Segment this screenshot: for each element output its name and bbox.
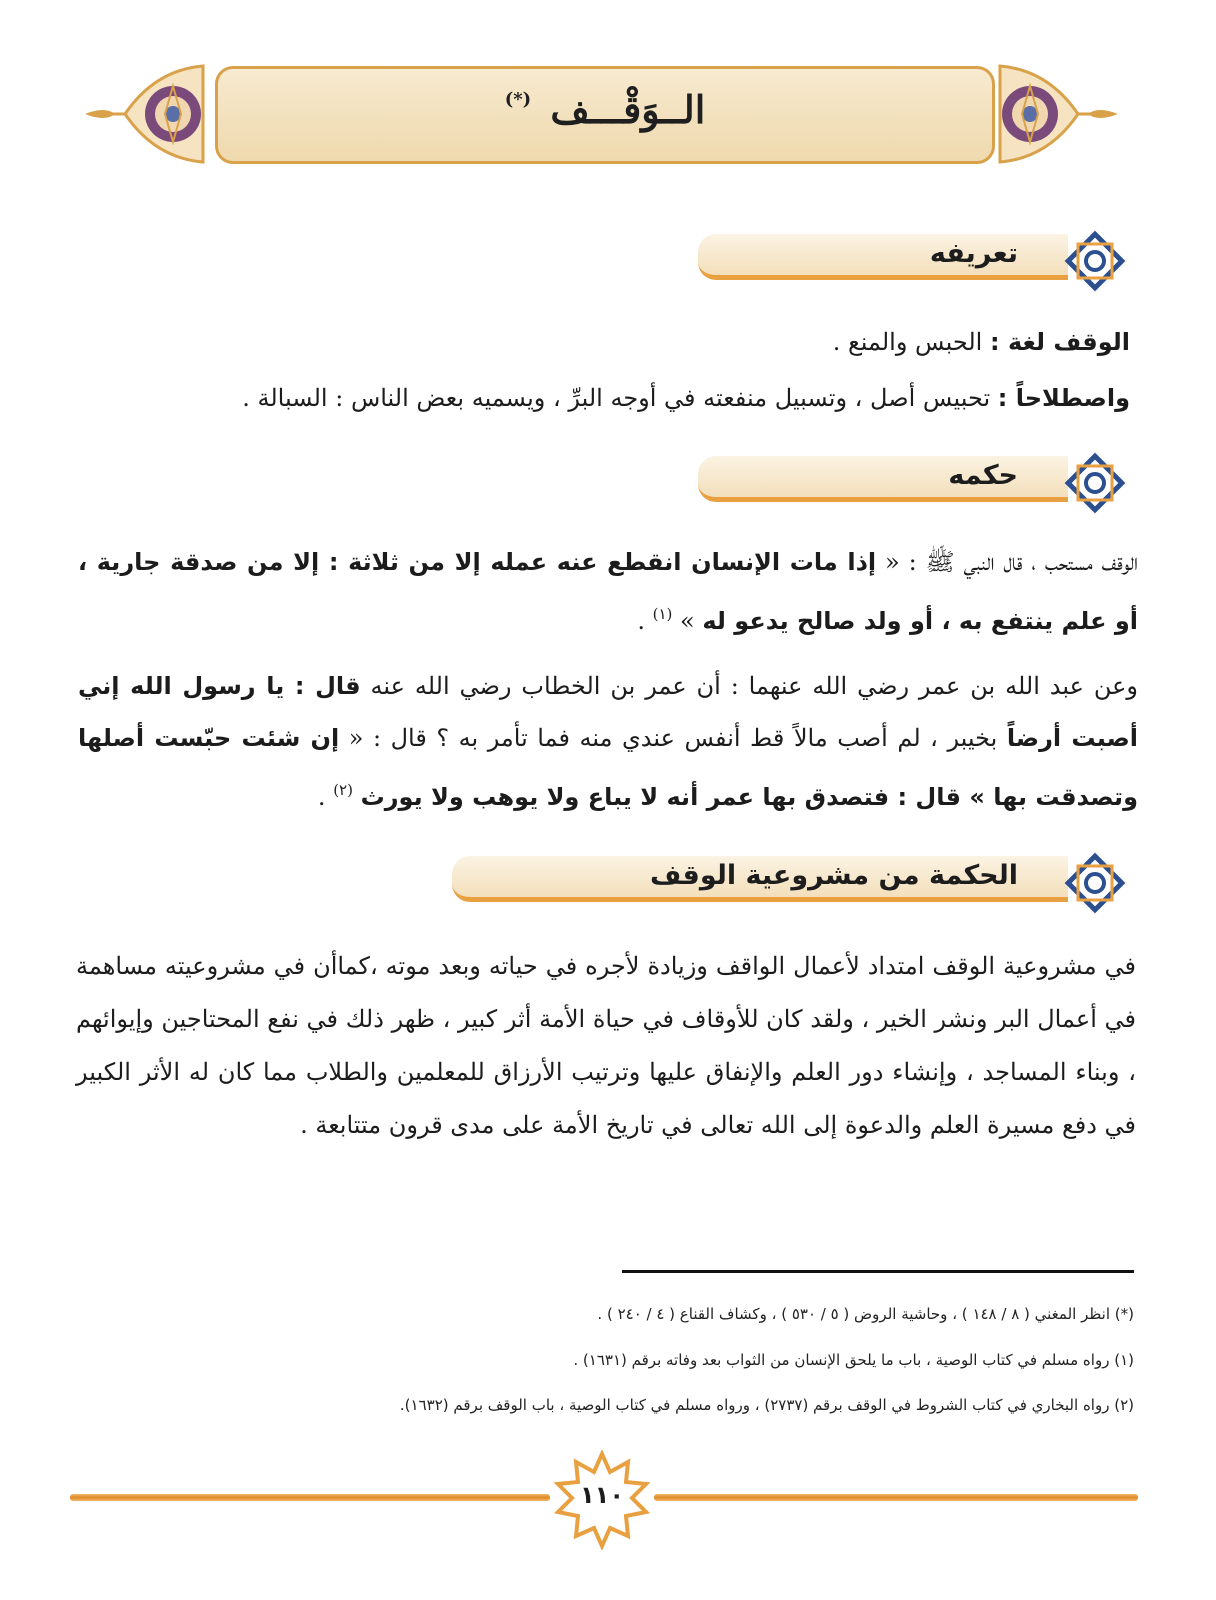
definition-line-2 [80,372,1130,424]
section-header-ruling [698,450,1128,512]
title-footnote-marker: (*) [504,89,532,110]
footnote-2: (٢) رواه البخاري في كتاب الشروط في الوقف برقم (٢٧٣٧) ، ورواه مسلم في كتاب الوصية ، باب الوقف برقم (١٦٣٢). [399,1396,1134,1414]
footnote-ref-2: (٢) [333,781,353,799]
footnote-divider [622,1270,1134,1273]
hadith-text-2b: إن شئت حبّست أصلها وتصدقت بها [78,724,1138,811]
ruling-intro: الوقف مستحب ، قال النبي ﷺ : « [876,548,1138,576]
celtic-knot-icon [1062,850,1128,916]
hadith-text-2a: قال : يا رسول الله إني أصبت أرضاً [78,672,1138,752]
footnote-star: (*) انظر المغني ( ٨ / ١٤٨ ) ، وحاشية الروض ( ٥ / ٥٣٠ ) ، وكشاف القناع ( ٤ / ٢٤٠ ) . [597,1305,1134,1323]
hadith-text-1: إذا مات الإنسان انقطع عنه عمله إلا من ثلاثة : إلا من صدقة جارية ، أو علم ينتفع به ، أو ولد صالح يدعو له [78,548,1138,635]
bottom-rule-right [654,1494,1138,1501]
definition-line-1 [80,316,1130,368]
definition-term-linguistic: الوقف لغة : [989,328,1130,356]
footnote-ref-1: (١) [652,605,673,623]
section-title-ruling: حكمه [948,460,1018,491]
narration-middle: بخيبر ، لم أصب مالاً قط أنفس عندي منه فما تأمر به ؟ قال : « [339,724,1007,752]
ruling-paragraph-2 [78,660,1138,823]
period: . [637,607,653,635]
definition-term-technical: واصطلاحاً : [997,384,1130,412]
wisdom-paragraph [76,940,1136,1152]
wisdom-text: في مشروعية الوقف امتداد لأعمال الواقف وزيادة لأجره في حياته وبعد موته ،كماأن في مشروعيته مساهمة في أعمال البر ونشر الخير ، ولقد كان للأوقاف في حياة الأمة أثر كبير ، ظهر ذلك في نفع المحتاجين وإيوائهم ، وبناء المساجد ، وإنشاء دور العلم والإنفاق عليها وترتيب الأرزاق للمعلمين والطلاب مما كان له الأثر الكبير في دفع مسيرة العلم والدعوة إلى الله تعالى في تاريخ الأمة على مدى قرون متتابعة . [76,952,1136,1139]
bottom-rule-left [70,1494,550,1501]
definition-text-linguistic: الحبس والمنع . [832,328,990,356]
title-text: الــوَقْـــف [550,87,706,132]
hadith-text-2c: » قال : فتصدق بها عمر أنه لا يباع ولا يوهب ولا يورث [360,783,994,811]
quote-close: » [672,607,703,635]
section-title-definition: تعريفه [929,238,1018,269]
title-banner [215,66,995,164]
section-header-wisdom [452,850,1128,912]
title-ornament-left-icon [85,62,210,166]
section-title-wisdom: الحكمة من مشروعية الوقف [649,860,1018,891]
title-ornament-right-icon [993,62,1118,166]
narration-intro: وعن عبد الله بن عمر رضي الله عنهما : أن عمر بن الخطاب رضي الله عنه [360,672,1138,700]
page-title [218,87,992,132]
period: . [317,783,334,811]
definition-text-technical: تحبيس أصل ، وتسبيل منفعته في أوجه البرِّ ، ويسميه بعض الناس : السبالة . [242,384,998,412]
section-header-definition [698,228,1128,290]
celtic-knot-icon [1062,228,1128,294]
footnote-1: (١) رواه مسلم في كتاب الوصية ، باب ما يلحق الإنسان من الثواب بعد وفاته برقم (١٦٣١) . [573,1351,1134,1369]
page-number: ١١٠ [580,1481,624,1509]
ruling-paragraph-1 [78,536,1138,647]
celtic-knot-icon [1062,450,1128,516]
